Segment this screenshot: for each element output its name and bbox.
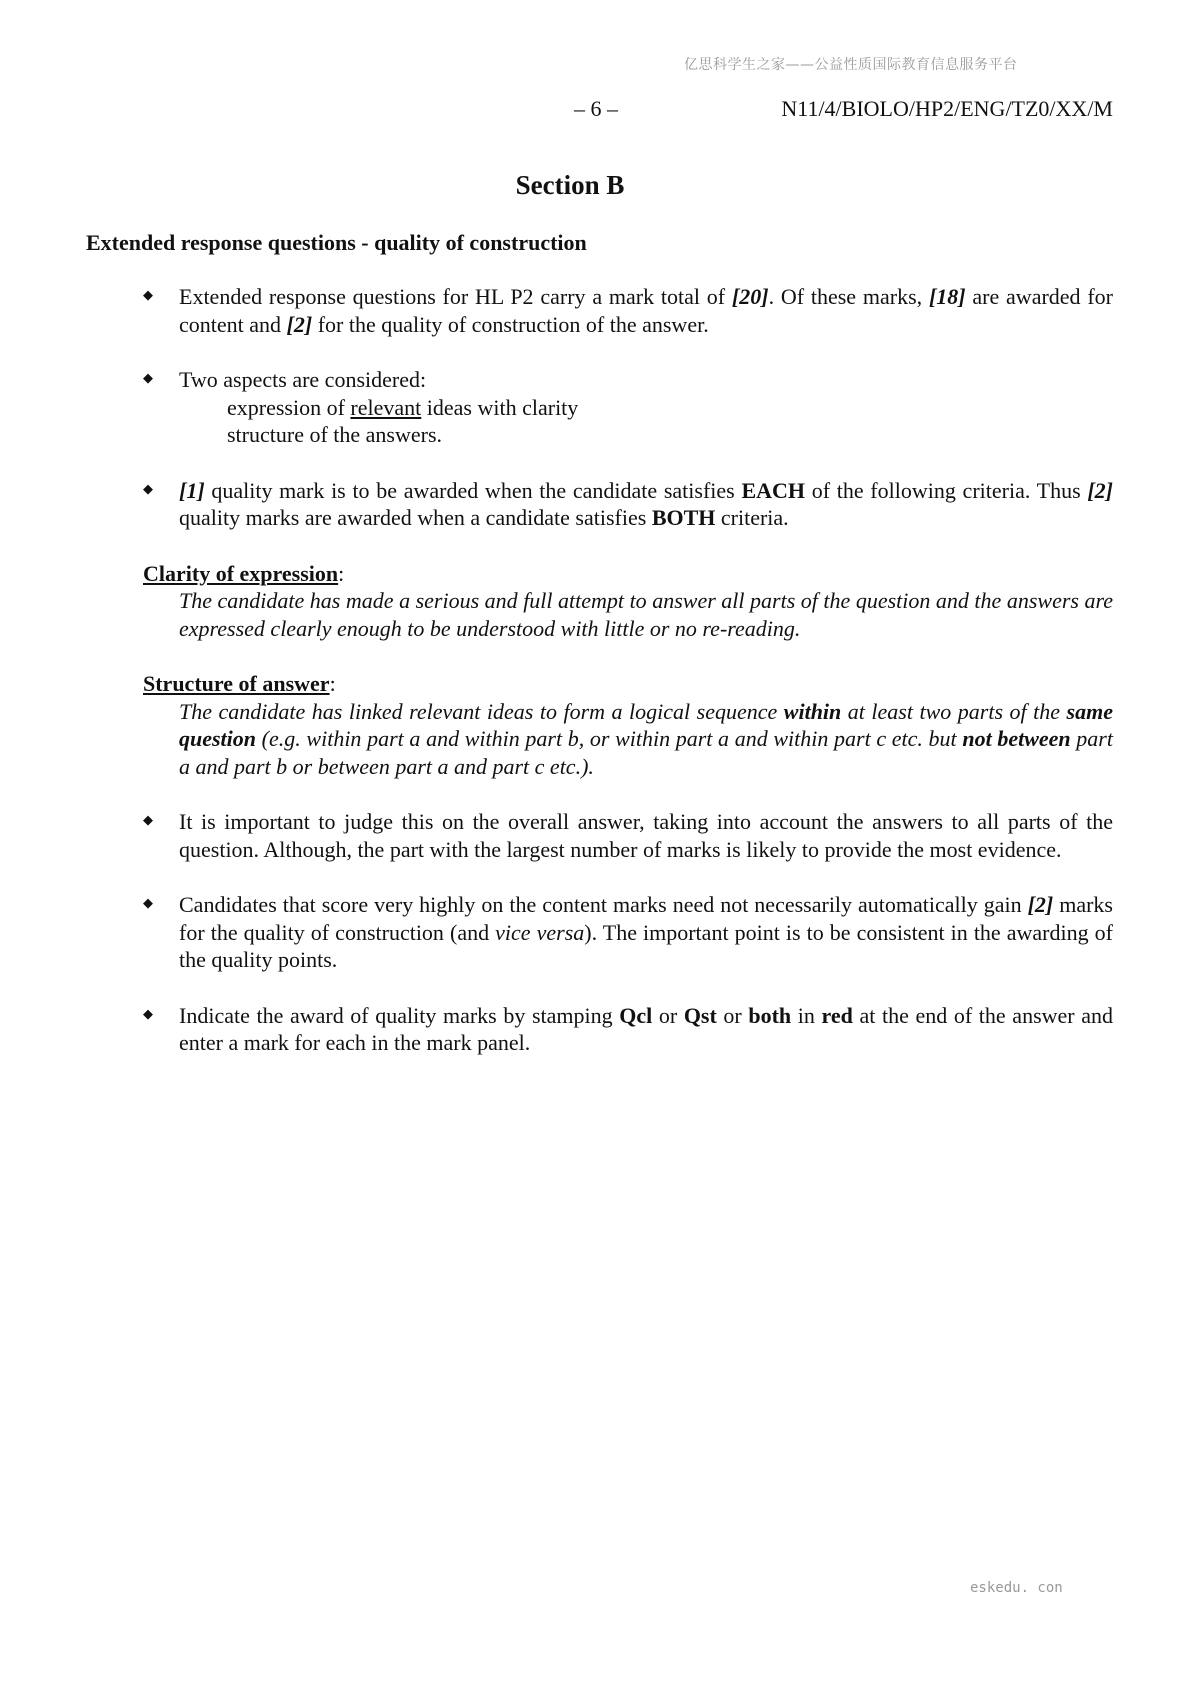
text: part a and part b or between part a and part c etc.). [179,726,1113,779]
bold-text: BOTH [651,505,716,530]
aspect-line-expression [179,394,1113,422]
mark-value: [2] [286,311,313,337]
text: It is important to judge this on the overall answer, taking into account the answers to all parts of the question. Although, the part with the largest number of marks is likely to provide the most evidence. [179,809,1113,862]
diamond-bullet-icon: ◆ [143,371,153,386]
criterion-structure [143,670,1113,780]
text: Candidates that score very highly on the content marks need not necessarily automatically gain [179,892,1028,917]
text: expression of [227,394,351,420]
bold-text: not between [962,726,1071,751]
criterion-description [143,698,1113,781]
bullet-item-criteria [143,477,1113,532]
text: or [652,1002,684,1028]
bullet-item-consistency [143,891,1113,974]
text: Indicate the award of quality marks by stamping [179,1002,620,1028]
text: (e.g. within part a and within part b, or within part a and within part c etc. but [256,726,963,751]
text: Extended response questions for HL P2 carry a mark total of [179,284,732,309]
criterion-heading: Structure of answer [143,671,330,696]
underlined-text: relevant [350,394,422,420]
watermark-header: 亿思科学生之家——公益性质国际教育信息服务平台 [684,57,1018,73]
bold-text: both [748,1002,792,1028]
text: ideas with clarity [421,394,579,420]
text: at least two parts of the [841,698,1067,724]
diamond-bullet-icon: ◆ [143,481,153,497]
section-title: Section B [515,170,625,200]
aspect-line-structure: structure of the answers. [227,422,443,447]
text: The candidate has linked relevant ideas to form a logical sequence [179,698,784,724]
bullet-item-stamping [143,1002,1113,1057]
mark-value: [2] [1027,892,1054,917]
text: or [716,1002,749,1028]
diamond-bullet-icon: ◆ [143,288,153,303]
text: : [338,560,345,586]
text: quality mark is to be awarded when the candidate satisfies [204,477,742,503]
document-reference: N11/4/BIOLO/HP2/ENG/TZ0/XX/M [781,96,1113,121]
text: marks for the quality of construction (and [179,892,1113,945]
bullet-item-aspects [143,366,1113,449]
watermark-footer: eskedu. con [970,1580,1063,1596]
content-body [143,283,1113,1085]
text: criteria. [715,505,789,530]
mark-value: [18] [928,284,966,309]
bullet-item-overall-judgement [143,808,1113,863]
criterion-heading: Clarity of expression [143,560,339,586]
text: : [329,671,336,696]
text: for the quality of construction of the answer. [312,311,709,337]
criterion-description: The candidate has made a serious and full attempt to answer all parts of the question and the answers are expressed clearly enough to be understood with little or no re-reading. [179,588,1113,641]
text: Two aspects are considered: [179,367,427,392]
text: of the following criteria. Thus [805,477,1088,503]
diamond-bullet-icon: ◆ [143,1006,153,1022]
page-number: – 6 – [574,96,618,121]
bold-text: red [821,1002,853,1028]
mark-value: [2] [1087,477,1114,503]
italic-text: vice versa [495,919,585,945]
bullet-item-mark-total [143,283,1113,338]
bold-text: EACH [741,477,805,503]
bold-text: same question [179,698,1113,751]
text: are awarded for content and [179,284,1113,337]
text: in [791,1002,822,1028]
bold-text: within [783,698,842,724]
diamond-bullet-icon: ◆ [143,813,153,828]
mark-value: [1] [179,477,205,503]
mark-value: [20] [731,284,769,309]
criterion-clarity [143,560,1113,643]
bold-text: Qcl [619,1002,653,1028]
subheading: Extended response questions - quality of construction [86,230,587,255]
text: ). The important point is to be consistent in the awarding of the quality points. [179,919,1113,972]
text: quality marks are awarded when a candidate satisfies [179,505,652,530]
text: . Of these marks, [768,284,929,309]
text: at the end of the answer and enter a mark for each in the mark panel. [179,1002,1113,1055]
bold-text: Qst [683,1002,717,1028]
diamond-bullet-icon: ◆ [143,896,153,911]
